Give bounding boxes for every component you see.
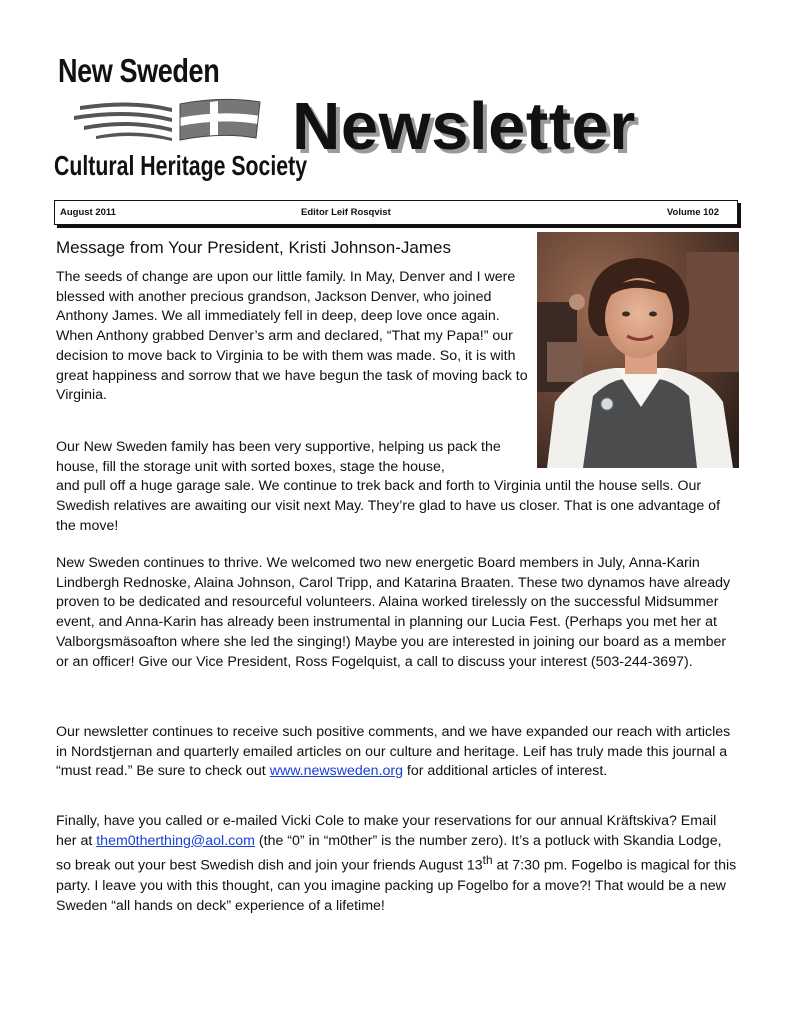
issue-info-bar xyxy=(54,200,738,225)
email-link[interactable]: them0therthing@aol.com xyxy=(96,832,255,849)
logo-text-top: New Sweden xyxy=(58,52,220,89)
paragraph-5-text-b: (the “0” in “m0ther” is the number zero). It’s a potluck with Skandia Lodge, so break out your best Swedish dish and join your friends August 13 xyxy=(56,832,722,875)
article-paragraph-4 xyxy=(56,723,740,782)
paragraph-4-text-a: Our newsletter continues to receive such positive comments, and we have expanded our reach with articles in Nordstjernan and quarterly emailed articles on our culture and heritage. Leif has truly made this journal a “must read.” Be sure to check out xyxy=(56,724,731,780)
paragraph-5-text-a: Finally, have you called or e-mailed Vicki Cole to make your reservations for our annual Kräftskiva? Email her at xyxy=(56,813,717,849)
article-paragraph-5 xyxy=(56,812,740,916)
website-link[interactable]: www.newsweden.org xyxy=(269,763,403,780)
newsletter-title: Newsletter xyxy=(292,89,636,164)
volume-number: Volume 102 xyxy=(666,207,719,218)
paragraph-4-text-b: for additional articles of interest. xyxy=(402,763,608,780)
article-paragraph-3: New Sweden continues to thrive. We welcomed two new energetic Board members in July, Anna-Karin Lindbergh Rednoske, Alaina Johnson, Carol Tripp, and Katarina Braaten. These two dynamos have already proven to be dedicated and resourceful volunteers. Alaina worked tirelessly on the successful Midsummer event, and Anna-Karin has already been instrumental in planning our Lucia Fest. (Perhaps you met her at Valborgsmäsoafton where she led the singing!) Maybe you are interested in joining our board as a member or an officer! Give our Vice President, Ross Fogelquist, a call to discuss your interest (503-244-3697). xyxy=(56,555,731,670)
paragraph-2-wrapped-part: Our New Sweden family has been very supportive, helping us pack the house, fill the storage unit with sorted boxes, stage the house, xyxy=(56,439,501,475)
article-heading: Message from Your President, Kristi Johnson-James xyxy=(56,238,451,257)
flag-stripes-graphic xyxy=(72,96,268,148)
article-paragraph-1: The seeds of change are upon our little family. In May, Denver and I were blessed with another precious grandson, Jackson Denver, who joined Anthony James. We all immediately fell in deep, deep love once again. When Anthony grabbed Denver’s arm and declared, “That my Papa!” our decision to move back to Virginia to be with them was made. So, it is with great happiness and sorrow that we have begun the task of moving back to Virginia. xyxy=(56,269,528,404)
paragraph-2-full-part: and pull off a huge garage sale. We continue to trek back and forth to Virginia until the house sells. Our Swedish relatives are awaiting our visit next May. They’re glad to have us closer. That is one advantage of the move! xyxy=(56,478,721,534)
logo-text-bottom: Cultural Heritage Society xyxy=(54,150,308,181)
president-photo xyxy=(537,232,739,468)
article-paragraph-2 xyxy=(56,438,740,537)
issue-date: August 2011 xyxy=(60,207,116,218)
paragraph-5-text-c: at 7:30 pm. Fogelbo is magical for this party. I leave you with this thought, can you imagine packing up Fogelbo for a move?! That would be a new Sweden “all hands on deck” experience of a lifetime! xyxy=(56,858,737,914)
editor-credit: Editor Leif Rosqvist xyxy=(301,207,391,218)
society-logo xyxy=(54,52,308,192)
date-ordinal-suffix: th xyxy=(482,853,493,868)
